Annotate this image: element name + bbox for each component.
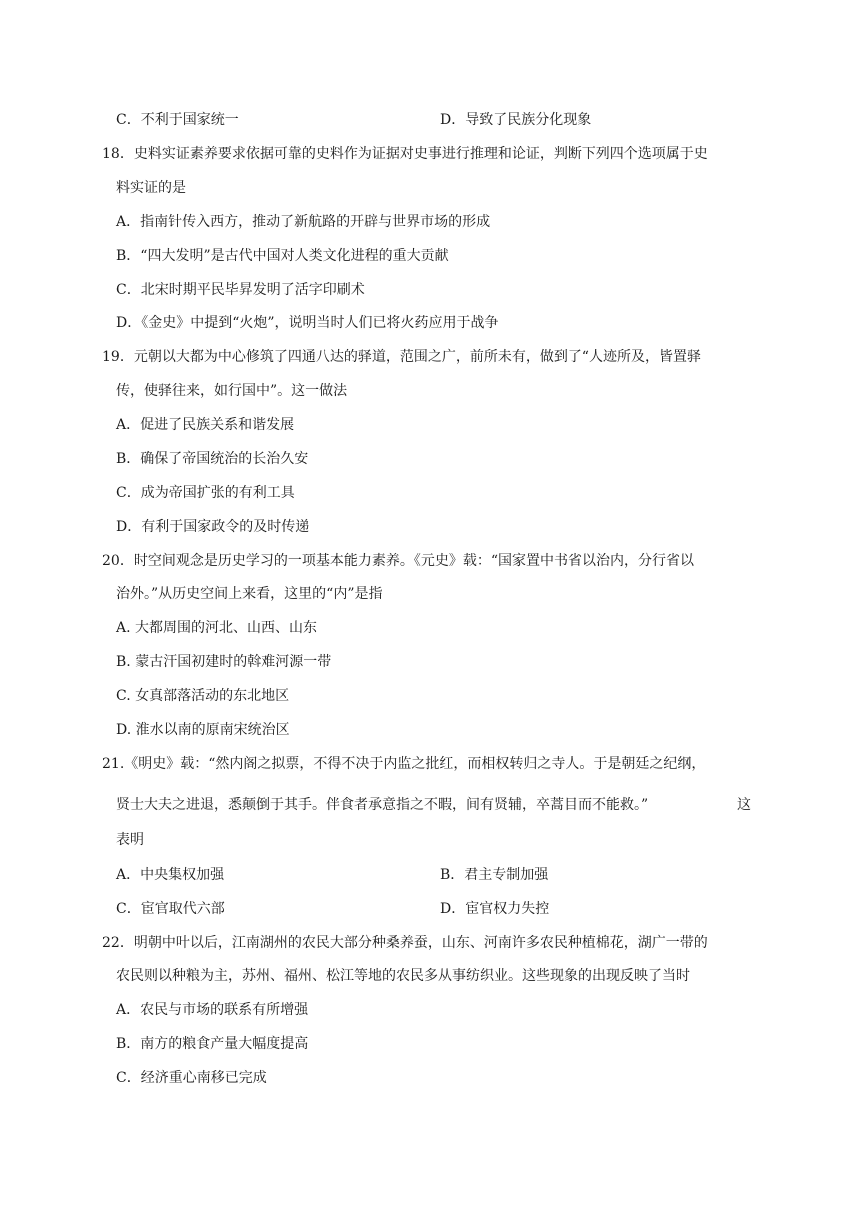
q21-option-c: C．宦官取代六部 xyxy=(116,901,225,917)
q22-stem-line2: 农民则以种粮为主，苏州、福州、松江等地的农民多从事纺织业。这些现象的出现反映了当时 xyxy=(116,968,690,984)
q19-option-a: A．促进了民族关系和谐发展 xyxy=(116,417,295,433)
q18-stem-line1: 18．史料实证素养要求依据可靠的史料作为证据对史事进行推理和论证，判断下列四个选项属于史 xyxy=(102,146,708,162)
q20-stem-line1: 20．时空间观念是历史学习的一项基本能力素养。《元史》载：“国家置中书省以治内，分行省以 xyxy=(102,553,694,569)
q17-option-d: D．导致了民族分化现象 xyxy=(440,112,592,128)
q21-stem-line1: 21.《明史》载：“然内阁之拟票，不得不决于内监之批红，而相权转归之寺人。于是朝廷之纪纲， xyxy=(102,756,706,772)
q18-option-c: C．北宋时期平民毕昇发明了活字印刷术 xyxy=(116,282,365,298)
q20-option-d: D. 淮水以南的原南宋统治区 xyxy=(116,722,290,738)
q18-option-b: B．“四大发明”是古代中国对人类文化进程的重大贡献 xyxy=(116,248,449,264)
q22-stem-line1: 22．明朝中叶以后，江南湖州的农民大部分种桑养蚕，山东、河南许多农民种植棉花，湖广一带的 xyxy=(102,935,708,951)
q20-stem-line2: 治外。”从历史空间上来看，这里的“内”是指 xyxy=(116,586,383,602)
q22-option-b: B．南方的粮食产量大幅度提高 xyxy=(116,1036,309,1052)
q18-stem-line2: 料实证的是 xyxy=(116,180,186,196)
q19-option-d: D．有利于国家政令的及时传递 xyxy=(116,519,310,535)
q21-option-b: B．君主专制加强 xyxy=(440,867,549,883)
q21-stem-line3: 表明 xyxy=(116,832,144,848)
q20-option-a: A. 大都周围的河北、山西、山东 xyxy=(116,620,318,636)
q21-stem-line2: 贤士大夫之进退，悉颠倒于其手。伴食者承意指之不暇，间有贤辅，卒蒿目而不能救。” xyxy=(116,797,649,813)
q20-option-b: B. 蒙古汗国初建时的斡难河源一带 xyxy=(116,654,332,670)
q19-option-b: B．确保了帝国统治的长治久安 xyxy=(116,451,309,467)
q21-option-a: A．中央集权加强 xyxy=(116,867,225,883)
q17-option-c: C．不利于国家统一 xyxy=(116,112,239,128)
q20-option-c: C. 女真部落活动的东北地区 xyxy=(116,688,290,704)
q18-option-d: D．《金史》中提到“火炮”，说明当时人们已将火药应用于战争 xyxy=(116,315,499,331)
q21-stem-line2-tail: 这 xyxy=(737,797,751,813)
q19-stem-line2: 传，使驿往来，如行国中”。这一做法 xyxy=(116,383,348,399)
q19-option-c: C．成为帝国扩张的有利工具 xyxy=(116,485,295,501)
q19-stem-line1: 19．元朝以大都为中心修筑了四通八达的驿道，范围之广，前所未有，做到了“人迹所及，皆置驿 xyxy=(102,349,701,365)
q22-option-c: C．经济重心南移已完成 xyxy=(116,1070,267,1086)
q18-option-a: A．指南针传入西方，推动了新航路的开辟与世界市场的形成 xyxy=(116,214,491,230)
q21-option-d: D．宦官权力失控 xyxy=(440,901,550,917)
q22-option-a: A．农民与市场的联系有所增强 xyxy=(116,1002,309,1018)
